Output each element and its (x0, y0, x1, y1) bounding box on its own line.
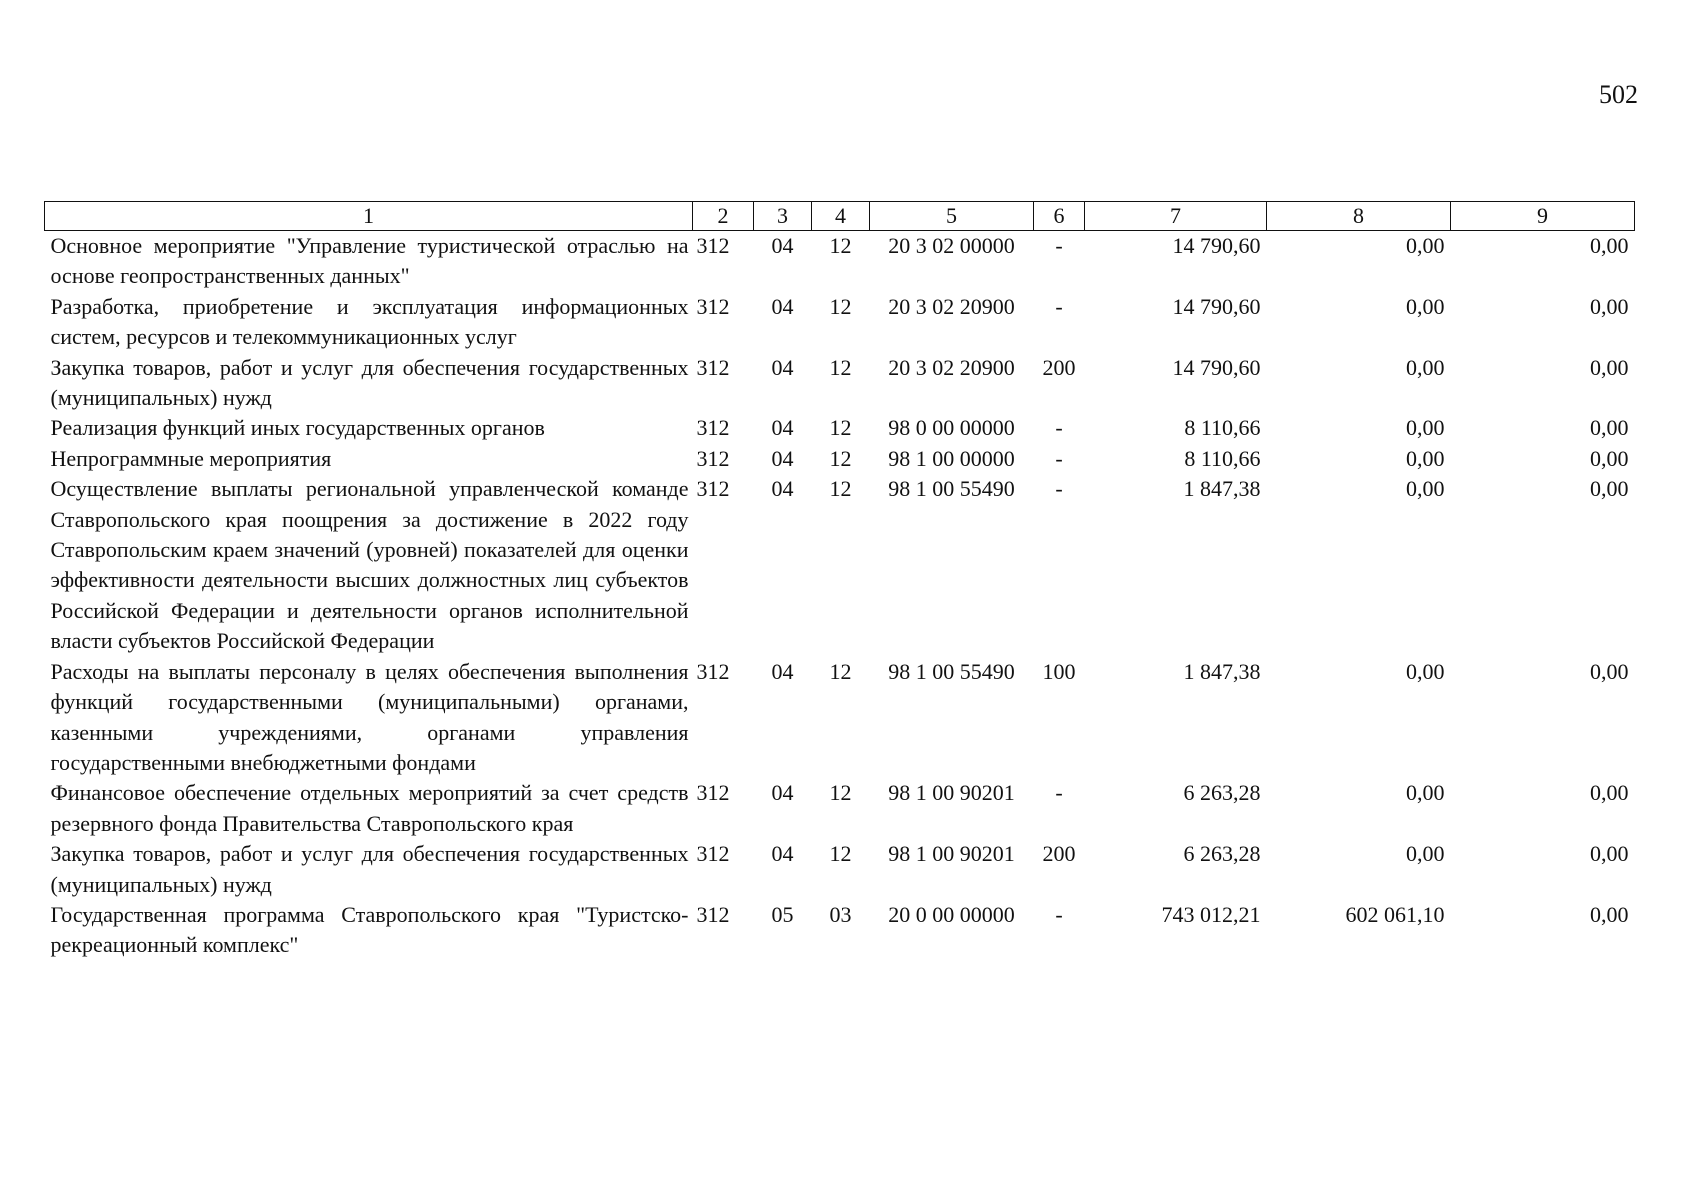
row-name: Государственная программа Ставропольского края "Туристско-рекреационный комплекс" (50, 901, 689, 958)
cell-col-3: 04 (771, 415, 794, 441)
cell-col-3: 04 (771, 445, 794, 471)
cell-col-7: 14 790,60 (1172, 293, 1261, 319)
cell-col-3: 04 (771, 841, 794, 867)
cell-col-2: 312 (696, 354, 730, 380)
table-row (45, 778, 1635, 839)
cell-col-2: 312 (696, 445, 730, 471)
row-name: Осуществление выплаты региональной управленческой команде Ставропольского края поощрения за достижение в 2022 году Ставропольским краем значений (уровней) показателей для оценки эффективности деятельности высших должностных лиц субъектов Российской Федерации и деятельности органов исполнительной власти субъектов Российской Федерации (50, 476, 689, 654)
cell-col-4: 12 (829, 354, 852, 380)
table-header-row (45, 202, 1635, 231)
table-row (45, 413, 1635, 443)
cell-col-7: 1 847,38 (1183, 476, 1261, 502)
cell-col-4: 12 (829, 445, 852, 471)
row-name: Закупка товаров, работ и услуг для обеспечения государственных (муниципальных) нужд (50, 841, 689, 897)
cell-col-8: 0,00 (1406, 780, 1445, 806)
row-name: Основное мероприятие "Управление туристической отраслью на основе геопространственных данных" (50, 233, 689, 289)
cell-col-4: 12 (829, 658, 852, 684)
table-row (45, 292, 1635, 353)
cell-col-3: 04 (771, 476, 794, 502)
cell-col-5: 20 0 00 00000 (888, 901, 1015, 927)
cell-col-8: 0,00 (1406, 354, 1445, 380)
cell-col-7: 743 012,21 (1161, 901, 1261, 927)
cell-col-7: 14 790,60 (1172, 233, 1261, 258)
cell-col-2: 312 (696, 841, 730, 867)
table-row (45, 657, 1635, 779)
cell-col-9: 0,00 (1590, 901, 1629, 927)
cell-col-4: 12 (829, 415, 852, 441)
header-col-9: 9 (1451, 202, 1635, 231)
cell-col-4: 12 (829, 841, 852, 867)
cell-col-6: - (1055, 780, 1063, 806)
cell-col-2: 312 (696, 293, 730, 319)
cell-col-9: 0,00 (1590, 354, 1629, 380)
cell-col-4: 12 (829, 293, 852, 319)
cell-col-8: 0,00 (1406, 841, 1445, 867)
cell-col-2: 312 (696, 780, 730, 806)
cell-col-9: 0,00 (1590, 841, 1629, 867)
cell-col-9: 0,00 (1590, 445, 1629, 471)
cell-col-8: 0,00 (1406, 415, 1445, 441)
cell-col-8: 0,00 (1406, 293, 1445, 319)
table-row (45, 444, 1635, 474)
cell-col-3: 04 (771, 233, 794, 258)
header-col-8: 8 (1267, 202, 1451, 231)
cell-col-9: 0,00 (1590, 233, 1629, 258)
table-row (45, 231, 1635, 292)
cell-col-8: 0,00 (1406, 445, 1445, 471)
cell-col-2: 312 (696, 476, 730, 502)
cell-col-5: 98 1 00 90201 (888, 841, 1015, 867)
cell-col-6: - (1055, 445, 1063, 471)
table-row (45, 353, 1635, 414)
page-number: 502 (1599, 80, 1638, 109)
cell-col-3: 04 (771, 780, 794, 806)
cell-col-6: - (1055, 901, 1063, 927)
cell-col-6: - (1055, 415, 1063, 441)
cell-col-9: 0,00 (1590, 476, 1629, 502)
cell-col-3: 04 (771, 658, 794, 684)
row-name: Расходы на выплаты персоналу в целях обеспечения выполнения функций государственными (муниципальными) органами, казенными учреждениями, органами управления государственными внебюджетными фондами (50, 658, 689, 775)
cell-col-4: 12 (829, 780, 852, 806)
cell-col-6: 200 (1042, 354, 1076, 380)
cell-col-6: 100 (1042, 658, 1076, 684)
cell-col-9: 0,00 (1590, 293, 1629, 319)
table-row (45, 900, 1635, 961)
header-col-7: 7 (1085, 202, 1267, 231)
row-name: Закупка товаров, работ и услуг для обеспечения государственных (муниципальных) нужд (50, 354, 689, 411)
cell-col-5: 20 3 02 20900 (888, 293, 1015, 319)
cell-col-3: 05 (771, 901, 794, 927)
row-name: Финансовое обеспечение отдельных мероприятий за счет средств резервного фонда Правительства Ставропольского края (50, 780, 689, 836)
header-col-3: 3 (754, 202, 812, 231)
cell-col-5: 20 3 02 20900 (888, 354, 1015, 380)
cell-col-4: 12 (829, 476, 852, 502)
cell-col-6: 200 (1042, 841, 1076, 867)
cell-col-7: 6 263,28 (1183, 780, 1261, 806)
header-col-6: 6 (1034, 202, 1085, 231)
cell-col-7: 1 847,38 (1183, 658, 1261, 684)
row-name: Непрограммные мероприятия (50, 445, 332, 471)
cell-col-4: 03 (829, 901, 852, 927)
budget-table (44, 201, 1635, 961)
cell-col-3: 04 (771, 293, 794, 319)
cell-col-9: 0,00 (1590, 780, 1629, 806)
cell-col-2: 312 (696, 415, 730, 441)
header-col-2: 2 (693, 202, 754, 231)
cell-col-8: 0,00 (1406, 476, 1445, 502)
cell-col-8: 602 061,10 (1345, 901, 1445, 927)
header-col-1: 1 (45, 202, 693, 231)
table-row (45, 839, 1635, 900)
cell-col-5: 98 1 00 55490 (888, 476, 1015, 502)
cell-col-4: 12 (829, 233, 852, 258)
cell-col-5: 98 1 00 90201 (888, 780, 1015, 806)
cell-col-5: 98 0 00 00000 (888, 415, 1015, 441)
cell-col-6: - (1055, 233, 1063, 258)
cell-col-9: 0,00 (1590, 415, 1629, 441)
cell-col-6: - (1055, 293, 1063, 319)
header-col-5: 5 (870, 202, 1034, 231)
cell-col-6: - (1055, 476, 1063, 502)
cell-col-5: 20 3 02 00000 (888, 233, 1015, 258)
cell-col-9: 0,00 (1590, 658, 1629, 684)
cell-col-7: 14 790,60 (1172, 354, 1261, 380)
header-col-4: 4 (812, 202, 870, 231)
cell-col-5: 98 1 00 55490 (888, 658, 1015, 684)
cell-col-8: 0,00 (1406, 233, 1445, 258)
cell-col-7: 8 110,66 (1184, 415, 1261, 441)
cell-col-2: 312 (696, 901, 730, 927)
row-name: Реализация функций иных государственных органов (50, 415, 545, 441)
cell-col-3: 04 (771, 354, 794, 380)
cell-col-2: 312 (696, 658, 730, 684)
row-name: Разработка, приобретение и эксплуатация информационных систем, ресурсов и телекоммуникационных услуг (50, 293, 689, 350)
cell-col-2: 312 (696, 233, 730, 258)
cell-col-5: 98 1 00 00000 (888, 445, 1015, 471)
cell-col-7: 6 263,28 (1183, 841, 1261, 867)
cell-col-7: 8 110,66 (1184, 445, 1261, 471)
table-row (45, 474, 1635, 656)
cell-col-8: 0,00 (1406, 658, 1445, 684)
